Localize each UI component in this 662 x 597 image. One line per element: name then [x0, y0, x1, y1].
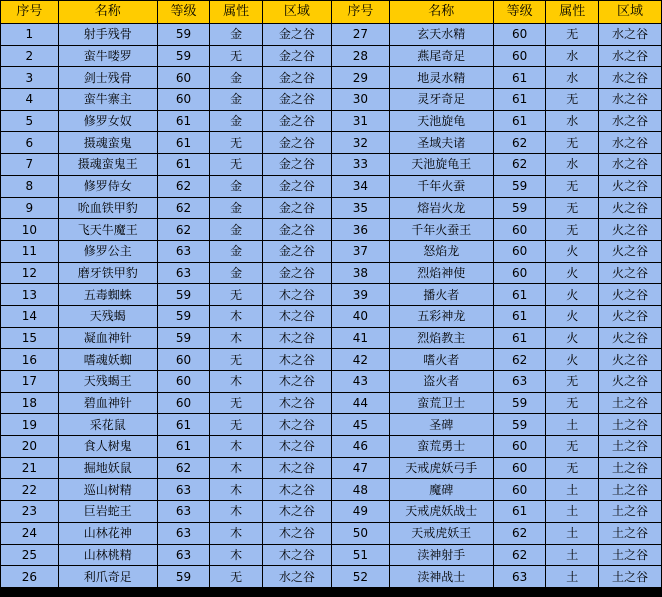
cell-index: 15	[1, 328, 58, 349]
cell-attribute: 无	[210, 414, 262, 435]
cell-name: 玄天水精	[390, 24, 493, 45]
cell-index: 37	[332, 241, 389, 262]
cell-region: 火之谷	[599, 219, 661, 240]
cell-index: 10	[1, 219, 58, 240]
cell-level: 60	[158, 349, 210, 370]
cell-level: 63	[494, 371, 546, 392]
header-name: 名称	[390, 1, 493, 23]
cell-region: 木之谷	[263, 371, 331, 392]
cell-name: 蛮牛喽罗	[59, 46, 157, 67]
cell-level: 62	[494, 154, 546, 175]
cell-attribute: 土	[546, 501, 598, 522]
cell-level: 62	[158, 176, 210, 197]
header-name: 名称	[59, 1, 157, 23]
cell-index: 51	[332, 545, 389, 566]
cell-attribute: 金	[210, 198, 262, 219]
cell-level: 63	[158, 501, 210, 522]
cell-level: 60	[494, 219, 546, 240]
cell-attribute: 火	[546, 263, 598, 284]
cell-region: 土之谷	[599, 523, 661, 544]
table-row	[1, 176, 661, 197]
cell-level: 59	[158, 284, 210, 305]
cell-region: 土之谷	[599, 414, 661, 435]
cell-name: 五彩神龙	[390, 306, 493, 327]
cell-region: 木之谷	[263, 458, 331, 479]
cell-index: 41	[332, 328, 389, 349]
cell-level: 62	[494, 349, 546, 370]
cell-index: 42	[332, 349, 389, 370]
cell-attribute: 木	[210, 523, 262, 544]
cell-level: 61	[494, 306, 546, 327]
cell-attribute: 木	[210, 501, 262, 522]
cell-attribute: 无	[546, 371, 598, 392]
cell-level: 61	[158, 414, 210, 435]
cell-name: 天戒虎妖弓手	[390, 458, 493, 479]
cell-region: 土之谷	[599, 436, 661, 457]
table-row	[1, 219, 661, 240]
cell-level: 60	[158, 67, 210, 88]
cell-name: 灵牙奇足	[390, 89, 493, 110]
header-attribute: 属性	[546, 1, 598, 23]
cell-index: 22	[1, 479, 58, 500]
cell-level: 62	[494, 545, 546, 566]
cell-index: 7	[1, 154, 58, 175]
cell-attribute: 土	[546, 523, 598, 544]
cell-region: 土之谷	[599, 501, 661, 522]
cell-region: 火之谷	[599, 198, 661, 219]
cell-attribute: 木	[210, 458, 262, 479]
cell-index: 20	[1, 436, 58, 457]
cell-name: 燕尾奇足	[390, 46, 493, 67]
cell-index: 14	[1, 306, 58, 327]
cell-region: 木之谷	[263, 306, 331, 327]
cell-level: 60	[494, 436, 546, 457]
cell-attribute: 无	[210, 284, 262, 305]
cell-attribute: 无	[210, 566, 262, 587]
cell-level: 60	[158, 371, 210, 392]
header-level: 等级	[494, 1, 546, 23]
cell-index: 36	[332, 219, 389, 240]
cell-index: 43	[332, 371, 389, 392]
cell-attribute: 无	[210, 132, 262, 153]
cell-region: 水之谷	[263, 566, 331, 587]
cell-name: 盗火者	[390, 371, 493, 392]
cell-attribute: 土	[546, 414, 598, 435]
cell-name: 地灵水精	[390, 67, 493, 88]
cell-attribute: 无	[546, 89, 598, 110]
cell-name: 修罗女奴	[59, 111, 157, 132]
cell-attribute: 金	[210, 89, 262, 110]
cell-level: 59	[158, 24, 210, 45]
cell-level: 60	[494, 46, 546, 67]
cell-name: 千年火蚕王	[390, 219, 493, 240]
cell-index: 35	[332, 198, 389, 219]
cell-name: 凝血神针	[59, 328, 157, 349]
cell-level: 59	[494, 198, 546, 219]
cell-region: 水之谷	[599, 24, 661, 45]
cell-index: 40	[332, 306, 389, 327]
cell-name: 天池旋龟	[390, 111, 493, 132]
cell-index: 30	[332, 89, 389, 110]
header-region: 区域	[263, 1, 331, 23]
cell-region: 金之谷	[263, 176, 331, 197]
cell-name: 山林花神	[59, 523, 157, 544]
cell-attribute: 无	[546, 219, 598, 240]
cell-name: 飞天牛魔王	[59, 219, 157, 240]
cell-attribute: 木	[210, 545, 262, 566]
cell-name: 利爪奇足	[59, 566, 157, 587]
cell-region: 木之谷	[263, 479, 331, 500]
cell-index: 52	[332, 566, 389, 587]
cell-region: 木之谷	[263, 545, 331, 566]
cell-name: 嗜火者	[390, 349, 493, 370]
cell-index: 13	[1, 284, 58, 305]
cell-name: 烈焰神使	[390, 263, 493, 284]
table-row	[1, 241, 661, 262]
table-row	[1, 523, 661, 544]
table-row	[1, 545, 661, 566]
cell-region: 水之谷	[599, 89, 661, 110]
cell-index: 31	[332, 111, 389, 132]
table-row	[1, 349, 661, 370]
cell-region: 金之谷	[263, 111, 331, 132]
cell-region: 土之谷	[599, 479, 661, 500]
cell-region: 木之谷	[263, 523, 331, 544]
table-body	[1, 24, 661, 587]
cell-region: 火之谷	[599, 241, 661, 262]
cell-region: 木之谷	[263, 328, 331, 349]
cell-attribute: 金	[210, 241, 262, 262]
cell-index: 33	[332, 154, 389, 175]
table-row	[1, 263, 661, 284]
cell-name: 食人树鬼	[59, 436, 157, 457]
cell-name: 魔碑	[390, 479, 493, 500]
cell-name: 天戒虎妖战士	[390, 501, 493, 522]
cell-name: 播火者	[390, 284, 493, 305]
cell-index: 39	[332, 284, 389, 305]
cell-index: 48	[332, 479, 389, 500]
header-index: 序号	[1, 1, 58, 23]
cell-level: 59	[158, 566, 210, 587]
cell-attribute: 水	[546, 154, 598, 175]
cell-name: 掘地妖鼠	[59, 458, 157, 479]
cell-region: 金之谷	[263, 154, 331, 175]
cell-index: 11	[1, 241, 58, 262]
cell-region: 火之谷	[599, 176, 661, 197]
cell-level: 63	[158, 263, 210, 284]
cell-index: 9	[1, 198, 58, 219]
cell-index: 23	[1, 501, 58, 522]
cell-attribute: 无	[546, 198, 598, 219]
cell-name: 蛮荒勇士	[390, 436, 493, 457]
cell-level: 60	[158, 89, 210, 110]
cell-region: 金之谷	[263, 46, 331, 67]
cell-name: 熔岩火龙	[390, 198, 493, 219]
cell-region: 土之谷	[599, 566, 661, 587]
cell-region: 金之谷	[263, 89, 331, 110]
cell-region: 火之谷	[599, 306, 661, 327]
cell-index: 44	[332, 393, 389, 414]
cell-index: 29	[332, 67, 389, 88]
cell-attribute: 无	[546, 393, 598, 414]
cell-name: 剑士残骨	[59, 67, 157, 88]
cell-index: 5	[1, 111, 58, 132]
cell-name: 渎神战士	[390, 566, 493, 587]
cell-name: 蛮荒卫士	[390, 393, 493, 414]
cell-level: 62	[158, 198, 210, 219]
cell-level: 61	[158, 132, 210, 153]
cell-index: 8	[1, 176, 58, 197]
cell-region: 金之谷	[263, 263, 331, 284]
header-row	[1, 1, 661, 23]
cell-region: 水之谷	[599, 67, 661, 88]
cell-attribute: 火	[546, 328, 598, 349]
cell-name: 圣域夫诸	[390, 132, 493, 153]
cell-attribute: 无	[546, 24, 598, 45]
table-row	[1, 566, 661, 587]
cell-name: 巨岩蛇王	[59, 501, 157, 522]
cell-index: 50	[332, 523, 389, 544]
cell-attribute: 火	[546, 306, 598, 327]
table-row	[1, 284, 661, 305]
cell-name: 摄魂蛮鬼王	[59, 154, 157, 175]
cell-region: 金之谷	[263, 198, 331, 219]
cell-index: 1	[1, 24, 58, 45]
cell-region: 火之谷	[599, 371, 661, 392]
cell-name: 烈焰教主	[390, 328, 493, 349]
cell-index: 34	[332, 176, 389, 197]
cell-level: 61	[494, 111, 546, 132]
cell-attribute: 无	[546, 458, 598, 479]
table-row	[1, 154, 661, 175]
cell-level: 63	[158, 241, 210, 262]
cell-region: 金之谷	[263, 24, 331, 45]
cell-index: 38	[332, 263, 389, 284]
cell-level: 59	[494, 414, 546, 435]
cell-name: 圣碑	[390, 414, 493, 435]
cell-index: 12	[1, 263, 58, 284]
cell-region: 水之谷	[599, 132, 661, 153]
cell-name: 蛮牛寨主	[59, 89, 157, 110]
cell-index: 21	[1, 458, 58, 479]
cell-index: 26	[1, 566, 58, 587]
cell-name: 吮血铁甲豹	[59, 198, 157, 219]
table-row	[1, 328, 661, 349]
cell-name: 天池旋龟王	[390, 154, 493, 175]
cell-level: 63	[158, 479, 210, 500]
header-index: 序号	[332, 1, 389, 23]
cell-region: 火之谷	[599, 349, 661, 370]
cell-level: 60	[494, 24, 546, 45]
cell-region: 金之谷	[263, 67, 331, 88]
cell-region: 金之谷	[263, 132, 331, 153]
cell-level: 61	[494, 284, 546, 305]
cell-level: 63	[494, 566, 546, 587]
cell-attribute: 火	[546, 349, 598, 370]
cell-attribute: 无	[210, 393, 262, 414]
cell-region: 水之谷	[599, 154, 661, 175]
cell-attribute: 金	[210, 24, 262, 45]
cell-attribute: 金	[210, 219, 262, 240]
cell-attribute: 木	[210, 479, 262, 500]
table-row	[1, 67, 661, 88]
cell-attribute: 木	[210, 436, 262, 457]
cell-level: 61	[494, 89, 546, 110]
cell-name: 射手残骨	[59, 24, 157, 45]
cell-name: 五毒蜘蛛	[59, 284, 157, 305]
cell-name: 山林桃精	[59, 545, 157, 566]
cell-attribute: 无	[546, 436, 598, 457]
cell-index: 17	[1, 371, 58, 392]
header-region: 区域	[599, 1, 661, 23]
cell-level: 59	[158, 328, 210, 349]
table-row	[1, 501, 661, 522]
cell-attribute: 无	[546, 132, 598, 153]
cell-name: 天戒虎妖王	[390, 523, 493, 544]
table-row	[1, 371, 661, 392]
cell-level: 62	[494, 132, 546, 153]
cell-name: 碧血神针	[59, 393, 157, 414]
cell-level: 59	[494, 176, 546, 197]
table-row	[1, 393, 661, 414]
cell-attribute: 水	[546, 67, 598, 88]
cell-name: 采花鼠	[59, 414, 157, 435]
table-row	[1, 89, 661, 110]
cell-attribute: 无	[210, 349, 262, 370]
cell-attribute: 金	[210, 111, 262, 132]
cell-level: 61	[158, 111, 210, 132]
cell-name: 怒焰龙	[390, 241, 493, 262]
cell-name: 修罗侍女	[59, 176, 157, 197]
cell-attribute: 金	[210, 263, 262, 284]
cell-region: 木之谷	[263, 436, 331, 457]
cell-level: 60	[494, 479, 546, 500]
cell-level: 63	[158, 523, 210, 544]
cell-attribute: 木	[210, 328, 262, 349]
cell-index: 24	[1, 523, 58, 544]
cell-region: 水之谷	[599, 111, 661, 132]
cell-level: 61	[158, 436, 210, 457]
cell-attribute: 土	[546, 566, 598, 587]
cell-level: 62	[494, 523, 546, 544]
table-row	[1, 46, 661, 67]
cell-region: 火之谷	[599, 284, 661, 305]
cell-attribute: 金	[210, 67, 262, 88]
table-row	[1, 306, 661, 327]
cell-name: 天残蝎王	[59, 371, 157, 392]
cell-attribute: 水	[546, 46, 598, 67]
cell-index: 4	[1, 89, 58, 110]
cell-attribute: 水	[546, 111, 598, 132]
cell-name: 千年火蚕	[390, 176, 493, 197]
table-row	[1, 198, 661, 219]
cell-region: 木之谷	[263, 393, 331, 414]
cell-attribute: 无	[210, 154, 262, 175]
table-row	[1, 111, 661, 132]
header-attribute: 属性	[210, 1, 262, 23]
cell-region: 火之谷	[599, 263, 661, 284]
cell-level: 60	[494, 263, 546, 284]
cell-attribute: 土	[546, 545, 598, 566]
cell-region: 木之谷	[263, 284, 331, 305]
cell-region: 木之谷	[263, 414, 331, 435]
cell-index: 47	[332, 458, 389, 479]
cell-region: 木之谷	[263, 349, 331, 370]
cell-index: 45	[332, 414, 389, 435]
cell-region: 木之谷	[263, 501, 331, 522]
cell-region: 水之谷	[599, 46, 661, 67]
cell-name: 修罗公主	[59, 241, 157, 262]
cell-attribute: 无	[210, 46, 262, 67]
cell-attribute: 金	[210, 176, 262, 197]
cell-level: 61	[494, 501, 546, 522]
cell-name: 磨牙铁甲豹	[59, 263, 157, 284]
cell-level: 62	[158, 219, 210, 240]
cell-index: 19	[1, 414, 58, 435]
cell-attribute: 木	[210, 306, 262, 327]
cell-region: 火之谷	[599, 328, 661, 349]
cell-region: 金之谷	[263, 241, 331, 262]
cell-index: 25	[1, 545, 58, 566]
cell-name: 渎神射手	[390, 545, 493, 566]
cell-name: 天残蝎	[59, 306, 157, 327]
cell-index: 16	[1, 349, 58, 370]
cell-level: 60	[158, 393, 210, 414]
cell-name: 摄魂蛮鬼	[59, 132, 157, 153]
cell-index: 46	[332, 436, 389, 457]
cell-index: 3	[1, 67, 58, 88]
cell-index: 2	[1, 46, 58, 67]
header-level: 等级	[158, 1, 210, 23]
cell-attribute: 木	[210, 371, 262, 392]
cell-attribute: 火	[546, 284, 598, 305]
cell-index: 18	[1, 393, 58, 414]
cell-index: 28	[332, 46, 389, 67]
cell-index: 27	[332, 24, 389, 45]
table-row	[1, 414, 661, 435]
cell-level: 59	[158, 306, 210, 327]
cell-index: 32	[332, 132, 389, 153]
cell-level: 60	[494, 458, 546, 479]
cell-level: 62	[158, 458, 210, 479]
cell-index: 49	[332, 501, 389, 522]
cell-attribute: 土	[546, 479, 598, 500]
cell-level: 60	[494, 241, 546, 262]
table-row	[1, 479, 661, 500]
cell-level: 61	[158, 154, 210, 175]
cell-level: 61	[494, 67, 546, 88]
cell-attribute: 无	[546, 176, 598, 197]
table-row	[1, 132, 661, 153]
table-row	[1, 24, 661, 45]
cell-name: 嗜魂妖蜘	[59, 349, 157, 370]
cell-level: 59	[158, 46, 210, 67]
cell-level: 63	[158, 545, 210, 566]
cell-region: 土之谷	[599, 458, 661, 479]
cell-name: 巡山树精	[59, 479, 157, 500]
cell-region: 土之谷	[599, 545, 661, 566]
cell-region: 金之谷	[263, 219, 331, 240]
cell-level: 61	[494, 328, 546, 349]
table-row	[1, 458, 661, 479]
cell-region: 土之谷	[599, 393, 661, 414]
table-row	[1, 436, 661, 457]
cell-attribute: 火	[546, 241, 598, 262]
cell-index: 6	[1, 132, 58, 153]
cell-level: 59	[494, 393, 546, 414]
